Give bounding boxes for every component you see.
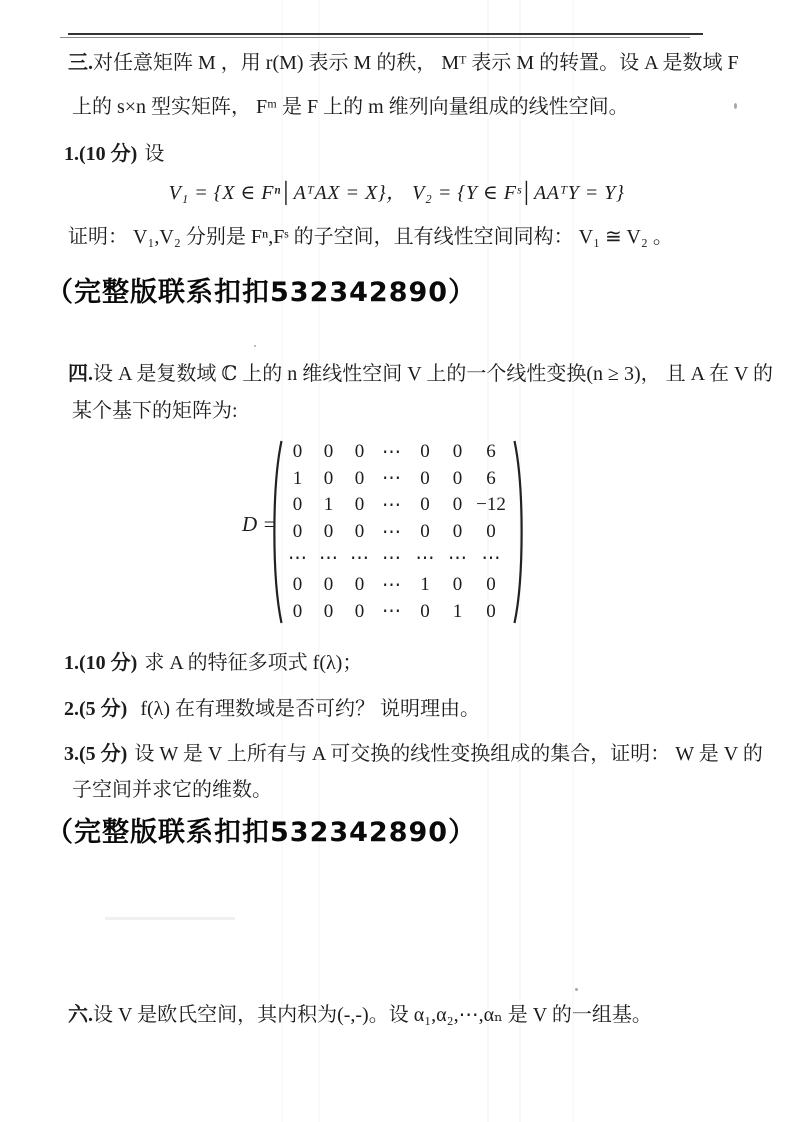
contact-notice-2: （完整版联系扣扣532342890） <box>46 817 477 848</box>
matrix-cell: −12 <box>476 494 506 516</box>
right-parenthesis <box>512 438 528 626</box>
problem4-q2 <box>64 696 480 722</box>
matrix-d <box>240 436 540 628</box>
matrix-cell: 0 <box>420 600 430 622</box>
matrix-cell: ⋯ <box>288 548 307 570</box>
problem3-line2 <box>72 94 629 120</box>
matrix-grid <box>282 439 509 625</box>
matrix-cell: 1 <box>420 574 430 596</box>
matrix-d-label: D = <box>242 512 277 536</box>
scan-speck <box>254 345 256 347</box>
matrix-cell: 0 <box>452 467 463 489</box>
matrix-cell: ⋯ <box>415 548 435 570</box>
matrix-cell: 0 <box>323 521 334 543</box>
problem3-line2-text: 上的 s×n 型实矩阵， Fᵐ 是 F 上的 m 维列向量组成的线性空间。 <box>72 96 629 118</box>
scan-smudge <box>105 917 235 920</box>
problem4-q2-label: 2.(5 分) <box>64 698 128 720</box>
matrix-cell: 0 <box>292 600 303 622</box>
problem4-line2: 某个基下的矩阵为: <box>72 400 238 422</box>
matrix-cell: ⋯ <box>382 441 401 463</box>
problem6-line1 <box>68 1002 652 1028</box>
matrix-cell: ⋯ <box>382 574 401 596</box>
matrix-cell: ⋯ <box>382 601 401 623</box>
problem3-q1-label: 1.(10 分) <box>64 143 138 165</box>
matrix-cell: 0 <box>486 521 496 543</box>
matrix-cell: 0 <box>486 574 496 596</box>
matrix-cell: ⋯ <box>382 548 401 570</box>
matrix-cell: 0 <box>486 600 496 622</box>
matrix-cell: 0 <box>420 494 430 516</box>
problem4-q3-text: 设 W 是 V 上所有与 A 可交换的线性变换组成的集合，证明： W 是 V 的 <box>134 743 763 765</box>
matrix-cell: 1 <box>323 494 334 516</box>
scan-speck <box>575 988 578 991</box>
contact-notice-1: （完整版联系扣扣532342890） <box>46 277 477 308</box>
matrix-cell: 0 <box>354 521 365 543</box>
problem4-q1-label: 1.(10 分) <box>64 652 138 674</box>
matrix-cell: 0 <box>420 521 430 543</box>
matrix-cell: 0 <box>323 467 334 489</box>
matrix-cell: 0 <box>292 494 303 516</box>
matrix-cell: 0 <box>354 574 365 596</box>
matrix-cell: 0 <box>452 574 463 596</box>
matrix-cell: 6 <box>486 441 496 463</box>
matrix-cell: 0 <box>323 574 334 596</box>
problem3-line1 <box>68 50 739 76</box>
matrix-cell: 0 <box>323 600 334 622</box>
matrix-cell: 0 <box>354 441 365 463</box>
matrix-cell: ⋯ <box>448 548 467 570</box>
matrix-cell: 0 <box>420 441 430 463</box>
matrix-cell: 0 <box>354 494 365 516</box>
problem3-display-formula: V₁ = {X ∈ Fⁿ│AᵀAX = X}， V₂ = {Y ∈ Fˢ│AAᵀY = Y} <box>168 182 625 204</box>
matrix-cell: ⋯ <box>382 468 401 490</box>
problem4-q2-text: f(λ) 在有理数域是否可约？ 说明理由。 <box>140 698 481 720</box>
problem4-q3-line2: 子空间并求它的维数。 <box>72 779 272 801</box>
matrix-cell: 0 <box>452 521 463 543</box>
matrix-cell: 0 <box>420 467 430 489</box>
problem4-q1-text: 求 A 的特征多项式 f(λ)； <box>144 652 363 674</box>
matrix-cell: ⋯ <box>350 548 369 570</box>
matrix-cell: 1 <box>452 600 463 622</box>
top-rule-echo <box>60 37 690 38</box>
matrix-cell: 0 <box>452 441 463 463</box>
problem3-q1-text: 设 <box>144 143 165 165</box>
problem4-line1-text: 设 A 是复数域 ℂ 上的 n 维线性空间 V 上的一个线性变换(n ≥ 3)， 且 A 在 V 的 <box>93 363 774 385</box>
matrix-cell: 0 <box>354 467 365 489</box>
matrix-cell: ⋯ <box>382 521 401 543</box>
problem6-number: 六. <box>68 1004 93 1026</box>
matrix-cell: ⋯ <box>382 494 401 516</box>
problem4-q1 <box>64 650 362 676</box>
problem4-q3-label: 3.(5 分) <box>64 743 128 765</box>
problem4-q3-line1 <box>64 741 763 767</box>
matrix-cell: 0 <box>292 441 303 463</box>
problem3-line1-text: 对任意矩阵 M ，用 r(M) 表示 M 的秩， Mᵀ 表示 M 的转置。设 A 是数域 F <box>93 52 739 74</box>
matrix-cell: ⋯ <box>481 548 501 570</box>
scan-speck <box>734 103 737 109</box>
top-rule <box>68 33 703 35</box>
matrix-cell: 0 <box>323 441 334 463</box>
matrix-cell: 0 <box>354 600 365 622</box>
matrix-cell: 0 <box>452 494 463 516</box>
problem3-number: 三. <box>68 52 93 74</box>
problem4-line1 <box>68 361 773 387</box>
matrix-cell: 6 <box>486 467 496 489</box>
matrix-cell: 1 <box>292 467 303 489</box>
problem6-line1-text: 设 V 是欧氏空间，其内积为(-,-)。设 α₁,α₂,⋯,αₙ 是 V 的一组基。 <box>93 1004 652 1026</box>
matrix-cell: ⋯ <box>319 548 338 570</box>
scan-streak <box>572 0 574 1122</box>
matrix-cell: 0 <box>292 521 303 543</box>
problem3-proof-line: 证明： V₁,V₂ 分别是 Fⁿ,Fˢ 的子空间，且有线性空间同构： V₁ ≅ V₂ 。 <box>68 226 673 248</box>
matrix-cell: 0 <box>292 574 303 596</box>
problem4-number: 四. <box>68 363 93 385</box>
problem3-q1-label-line <box>64 141 164 167</box>
